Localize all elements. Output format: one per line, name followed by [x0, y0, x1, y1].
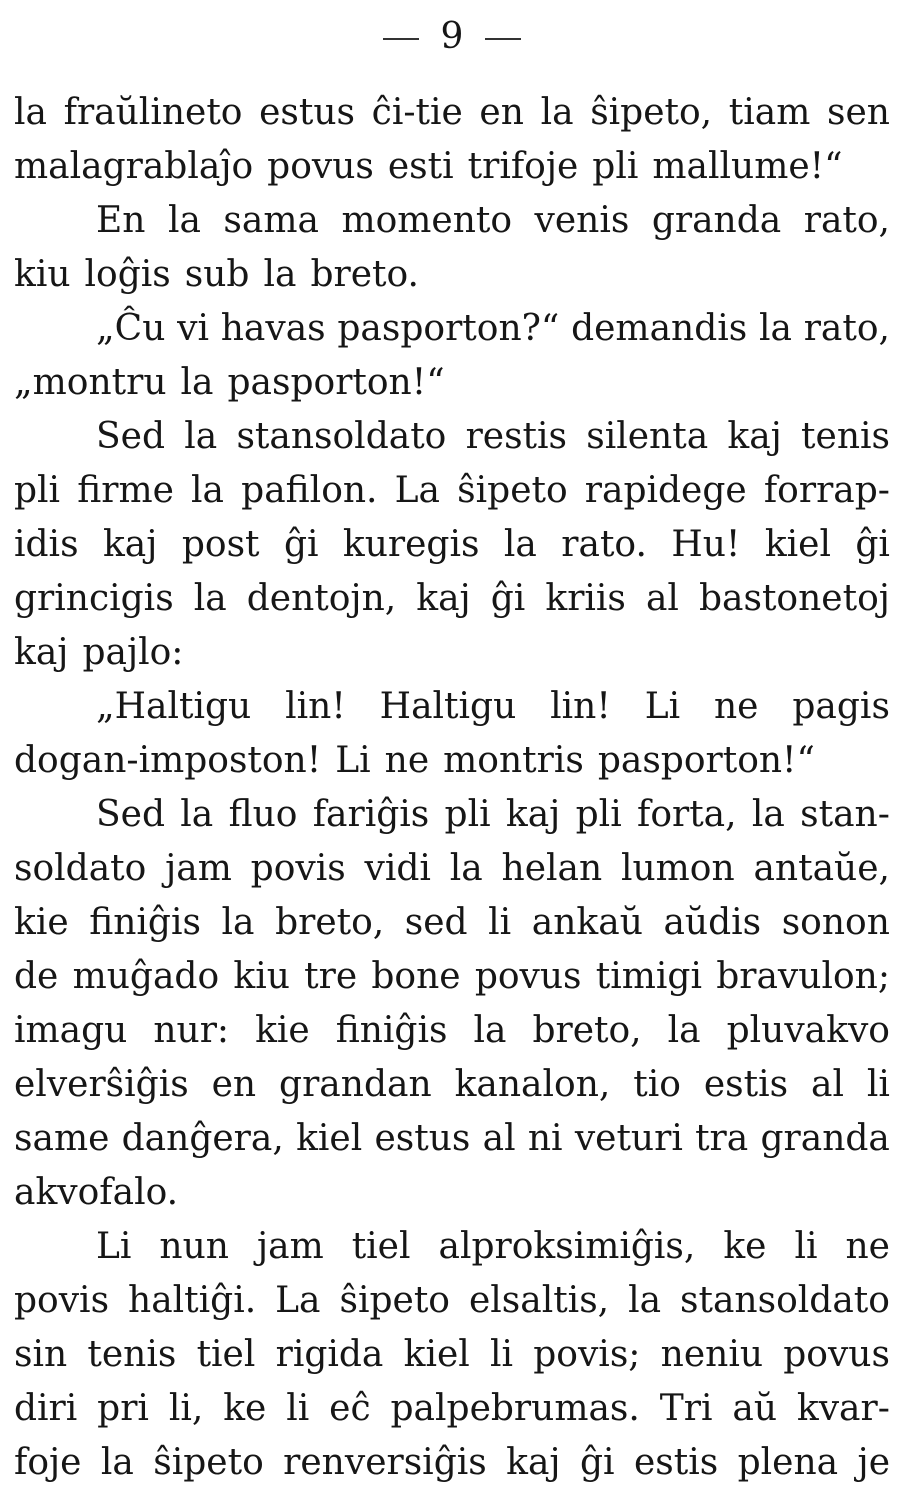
word: dentojn,	[246, 578, 397, 619]
word: ke	[223, 1388, 267, 1429]
word: li	[488, 902, 512, 943]
word: fluo	[228, 794, 298, 835]
text-line	[14, 1166, 890, 1220]
text-line	[14, 140, 890, 194]
word: palpebrumas.	[390, 1388, 640, 1429]
text-line	[14, 302, 890, 356]
word: la	[263, 254, 297, 295]
word: aŭ	[732, 1388, 778, 1429]
word: plena	[737, 1442, 839, 1483]
word: kaj	[727, 416, 782, 457]
word: ĝi	[490, 578, 526, 619]
word: pafilon.	[241, 470, 378, 511]
text-line	[14, 896, 890, 950]
word: sen	[826, 92, 890, 133]
word: tra	[695, 1118, 749, 1159]
word: estus	[374, 1118, 471, 1159]
word: pli	[14, 470, 61, 511]
word: la	[758, 308, 792, 349]
text-line	[14, 410, 890, 464]
word: granda	[760, 1118, 890, 1159]
word: la	[193, 578, 227, 619]
word: breto,	[532, 1010, 642, 1051]
word: pagis	[792, 686, 890, 727]
word: grandan	[279, 1064, 432, 1105]
word: ni	[527, 1118, 563, 1159]
word: akvofalo.	[14, 1172, 179, 1213]
word: la	[167, 200, 201, 241]
text-line	[14, 86, 890, 140]
word: rato.	[561, 524, 647, 565]
word: la	[449, 848, 483, 889]
word: pasporton!“	[597, 740, 815, 781]
word: diri	[14, 1388, 78, 1429]
word: sub	[184, 254, 250, 295]
word: Li	[335, 740, 371, 781]
word: lumon	[620, 848, 735, 889]
header-dash-right	[485, 38, 521, 40]
word: kiu	[233, 956, 290, 997]
word: estis	[633, 1442, 719, 1483]
word: La	[394, 470, 441, 511]
word: la	[180, 794, 214, 835]
word: je	[857, 1442, 890, 1483]
word: rato,	[803, 308, 890, 349]
word: fraŭlineto	[63, 92, 243, 133]
word: kie	[255, 1010, 310, 1051]
word: loĝis	[84, 254, 171, 295]
word: La	[275, 1280, 321, 1321]
text-line	[14, 464, 890, 518]
text-line	[14, 842, 890, 896]
word: kaj	[505, 794, 561, 835]
word: pasporton!“	[227, 362, 445, 403]
word: muĝado	[72, 956, 220, 997]
word: tiel	[351, 1226, 411, 1267]
word: granda	[651, 200, 782, 241]
word: forta,	[637, 794, 737, 835]
word: pli	[575, 794, 622, 835]
word: jam	[256, 1226, 324, 1267]
word: silenta	[586, 416, 709, 457]
word: momento	[341, 200, 513, 241]
word: ŝipeto	[457, 470, 568, 511]
word: rigida	[275, 1334, 384, 1375]
word: firme	[77, 470, 174, 511]
word: post	[181, 524, 260, 565]
word: al	[645, 578, 679, 619]
word: pri	[97, 1388, 149, 1429]
word: imagu	[14, 1010, 128, 1051]
word: stan-	[800, 794, 890, 835]
word: kaj	[416, 578, 471, 619]
word: finiĝis	[335, 1010, 448, 1051]
text-line	[14, 1328, 890, 1382]
word: kiu	[14, 254, 71, 295]
word: Sed	[96, 416, 166, 457]
word: la	[473, 1010, 507, 1051]
text-line	[14, 1436, 890, 1490]
word: breto.	[310, 254, 419, 295]
word: ĉi-tie	[371, 92, 463, 133]
word: povus	[267, 146, 374, 187]
word: same	[14, 1118, 110, 1159]
word: pajlo:	[82, 632, 184, 673]
word: povus	[474, 956, 582, 997]
word: elsaltis,	[468, 1280, 610, 1321]
word: tio	[633, 1064, 681, 1105]
word: idis	[14, 524, 79, 565]
word: haltiĝi.	[128, 1280, 257, 1321]
word: Tri	[659, 1388, 713, 1429]
word: la	[14, 92, 47, 133]
text-line	[14, 1220, 890, 1274]
text-line	[14, 626, 890, 680]
word: en	[479, 92, 524, 133]
word: ĝi	[283, 524, 319, 565]
word: al	[810, 1064, 844, 1105]
word: povis;	[533, 1334, 641, 1375]
text-line	[14, 734, 890, 788]
word: En	[96, 200, 146, 241]
word: stansoldato	[680, 1280, 890, 1321]
text-line	[14, 950, 890, 1004]
word: la	[221, 902, 255, 943]
text-line	[14, 194, 890, 248]
word: aŭdis	[663, 902, 762, 943]
word: malagrablaĵo	[14, 146, 254, 187]
word: kvar-	[796, 1388, 890, 1429]
word: li	[286, 1388, 310, 1429]
word: pluvakvo	[726, 1010, 890, 1051]
text-line	[14, 1112, 890, 1166]
word: kaj	[506, 1442, 561, 1483]
word: pli	[592, 146, 639, 187]
word: ŝipeto	[153, 1442, 264, 1483]
word: vi	[177, 308, 209, 349]
word: dogan-imposton!	[14, 740, 322, 781]
word: pli	[444, 794, 491, 835]
word: forrap-	[763, 470, 890, 511]
word: „Haltigu	[96, 686, 252, 727]
word: ankaŭ	[531, 902, 643, 943]
word: la	[628, 1280, 662, 1321]
word: la	[667, 1010, 701, 1051]
word: demandis	[571, 308, 748, 349]
word: rapidege	[584, 470, 747, 511]
word: povis	[250, 848, 346, 889]
word: lin!	[550, 686, 611, 727]
word: kiel	[764, 524, 831, 565]
word: tenis	[87, 1334, 177, 1375]
word: montris	[443, 740, 584, 781]
word: „montru	[14, 362, 167, 403]
word: la	[100, 1442, 134, 1483]
word: soldato	[14, 848, 147, 889]
word: de	[14, 956, 59, 997]
word: bravulon;	[716, 956, 890, 997]
word: la	[751, 794, 785, 835]
text-line	[14, 1274, 890, 1328]
word: kanalon,	[454, 1064, 611, 1105]
word: sed	[404, 902, 468, 943]
word: elverŝiĝis	[14, 1064, 189, 1105]
word: sin	[14, 1334, 68, 1375]
word: ĝi	[855, 524, 890, 565]
word: tre	[304, 956, 358, 997]
word: lin!	[285, 686, 346, 727]
word: alproksimiĝis,	[438, 1226, 696, 1267]
word: li	[866, 1064, 890, 1105]
word: Sed	[96, 794, 166, 835]
word: ne	[714, 686, 759, 727]
word: Hu!	[671, 524, 741, 565]
word: fariĝis	[312, 794, 430, 835]
text-line	[14, 518, 890, 572]
word: la	[191, 470, 225, 511]
word: pasporton?“	[337, 308, 560, 349]
word: nun	[159, 1226, 229, 1267]
text-line	[14, 356, 890, 410]
word: Li	[96, 1226, 132, 1267]
word: havas	[220, 308, 326, 349]
word: finiĝis	[89, 902, 201, 943]
word: la	[180, 362, 214, 403]
word: ke	[723, 1226, 767, 1267]
word: trifoje	[467, 146, 579, 187]
word: kriis	[545, 578, 626, 619]
word: al	[482, 1118, 516, 1159]
word: bastonetoj	[698, 578, 890, 619]
word: Li	[644, 686, 681, 727]
word: en	[211, 1064, 257, 1105]
word: tiel	[196, 1334, 256, 1375]
text-line	[14, 572, 890, 626]
word: „Ĉu	[96, 308, 166, 349]
word: li	[490, 1334, 514, 1375]
word: restis	[465, 416, 568, 457]
word: mallume!“	[652, 146, 843, 187]
word: tenis	[801, 416, 890, 457]
word: la	[503, 524, 537, 565]
word: kuregis	[342, 524, 480, 565]
word: li	[794, 1226, 818, 1267]
word: kaj	[14, 632, 69, 673]
word: kie	[14, 902, 69, 943]
header-dash-left	[383, 38, 419, 40]
word: nur:	[153, 1010, 230, 1051]
word: ŝipeto	[339, 1280, 450, 1321]
word: eĉ	[329, 1388, 371, 1429]
word: tiam	[728, 92, 811, 133]
word: breto,	[275, 902, 385, 943]
word: la	[184, 416, 218, 457]
body-text	[14, 86, 890, 1490]
word: sama	[223, 200, 319, 241]
word: foje	[14, 1442, 82, 1483]
word: kaj	[102, 524, 158, 565]
word: kiel	[296, 1118, 363, 1159]
page-number: 9	[440, 15, 464, 57]
word: rato,	[803, 200, 890, 241]
word: povus	[783, 1334, 890, 1375]
word: kiel	[403, 1334, 470, 1375]
word: helan	[501, 848, 603, 889]
word: venis	[534, 200, 630, 241]
word: neniu	[660, 1334, 764, 1375]
word: estis	[703, 1064, 789, 1105]
text-line	[14, 680, 890, 734]
word: antaŭe,	[753, 848, 890, 889]
word: sonon	[781, 902, 890, 943]
text-line	[14, 788, 890, 842]
word: povis	[14, 1280, 110, 1321]
word: veturi	[574, 1118, 683, 1159]
word: vidi	[364, 848, 431, 889]
text-line	[14, 248, 890, 302]
word: renversiĝis	[283, 1442, 487, 1483]
text-line	[14, 1058, 890, 1112]
word: ne	[845, 1226, 890, 1267]
word: danĝera,	[121, 1118, 284, 1159]
page-header	[0, 12, 904, 60]
word: bone	[371, 956, 461, 997]
word: ne	[384, 740, 430, 781]
word: esti	[387, 146, 454, 187]
word: Haltigu	[379, 686, 517, 727]
word: jam	[165, 848, 232, 889]
word: ŝipeto,	[590, 92, 713, 133]
word: estus	[259, 92, 356, 133]
text-line	[14, 1004, 890, 1058]
word: grincigis	[14, 578, 174, 619]
text-line	[14, 1382, 890, 1436]
word: li,	[168, 1388, 204, 1429]
word: la	[540, 92, 574, 133]
word: timigi	[595, 956, 702, 997]
word: ĝi	[580, 1442, 615, 1483]
word: stansoldato	[236, 416, 447, 457]
